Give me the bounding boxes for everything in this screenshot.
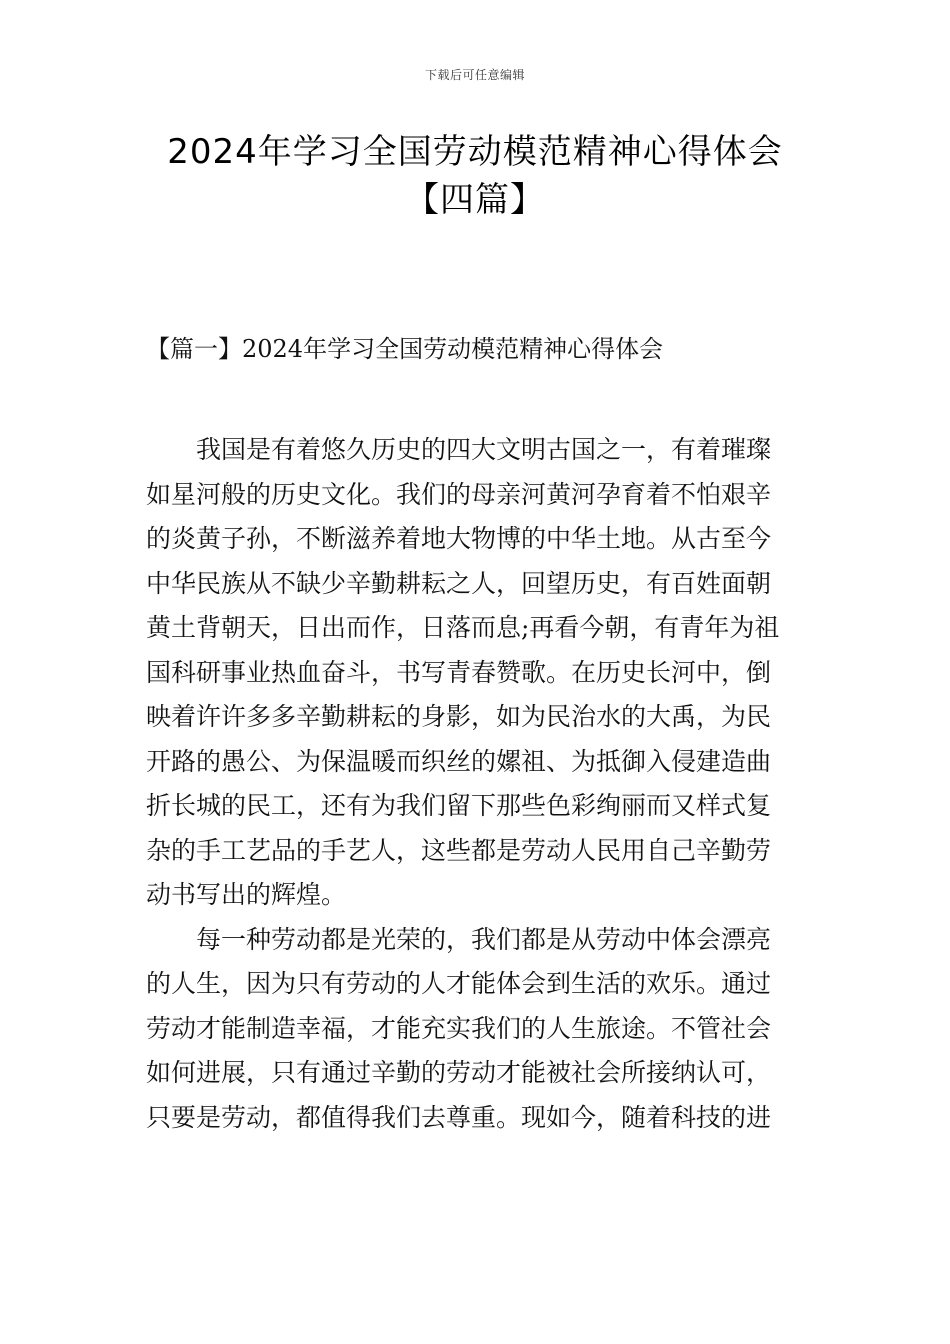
paragraph-1-line: 中华民族从不缺少辛勤耕耘之人，回望历史，有百姓面朝 [146, 568, 772, 598]
body-text [146, 428, 814, 1140]
title-line-2: 【四篇】 [405, 180, 545, 220]
title-line-1: 2024年学习全国劳动模范精神心得体会 [167, 132, 783, 172]
paragraph-1-line: 如星河般的历史文化。我们的母亲河黄河孕育着不怕艰辛 [146, 479, 772, 509]
paragraph-2-line: 每一种劳动都是光荣的，我们都是从劳动中体会漂亮 [196, 924, 772, 954]
paragraph-1-line: 国科研事业热血奋斗，书写青春赞歌。在历史长河中，倒 [146, 657, 772, 687]
paragraph-2-line: 如何进展，只有通过辛勤的劳动才能被社会所接纳认可， [146, 1058, 772, 1087]
paragraph-2-line: 只要是劳动，都值得我们去尊重。现如今，随着科技的进 [146, 1102, 772, 1132]
paragraph-2-line: 的人生，因为只有劳动的人才能体会到生活的欢乐。通过 [146, 969, 772, 998]
document-title [0, 128, 950, 224]
section-heading: 【篇一】2024年学习全国劳动模范精神心得体会 [146, 335, 664, 363]
paragraph-1-line: 映着许许多多辛勤耕耘的身影，如为民治水的大禹，为民 [146, 702, 772, 731]
paragraph-1-line: 动书写出的辉煌。 [146, 880, 347, 909]
paragraph-1-line: 我国是有着悠久历史的四大文明古国之一，有着璀璨 [196, 435, 772, 464]
paragraph-1-line: 的炎黄子孙，不断滋养着地大物博的中华土地。从古至今 [146, 524, 772, 553]
paragraph-1-line: 折长城的民工，还有为我们留下那些色彩绚丽而又样式复 [146, 791, 772, 820]
paragraph-1-line: 黄土背朝天，日出而作，日落而息;再看今朝，有青年为祖 [146, 613, 780, 642]
paragraph-2-line: 劳动才能制造幸福，才能充实我们的人生旅途。不管社会 [146, 1013, 772, 1043]
paragraph-1-line: 开路的愚公、为保温暖而织丝的嫘祖、为抵御入侵建造曲 [146, 746, 772, 776]
paragraph-1-line: 杂的手工艺品的手艺人，这些都是劳动人民用自己辛勤劳 [146, 835, 772, 865]
header-note: 下载后可任意编辑 [424, 68, 525, 82]
